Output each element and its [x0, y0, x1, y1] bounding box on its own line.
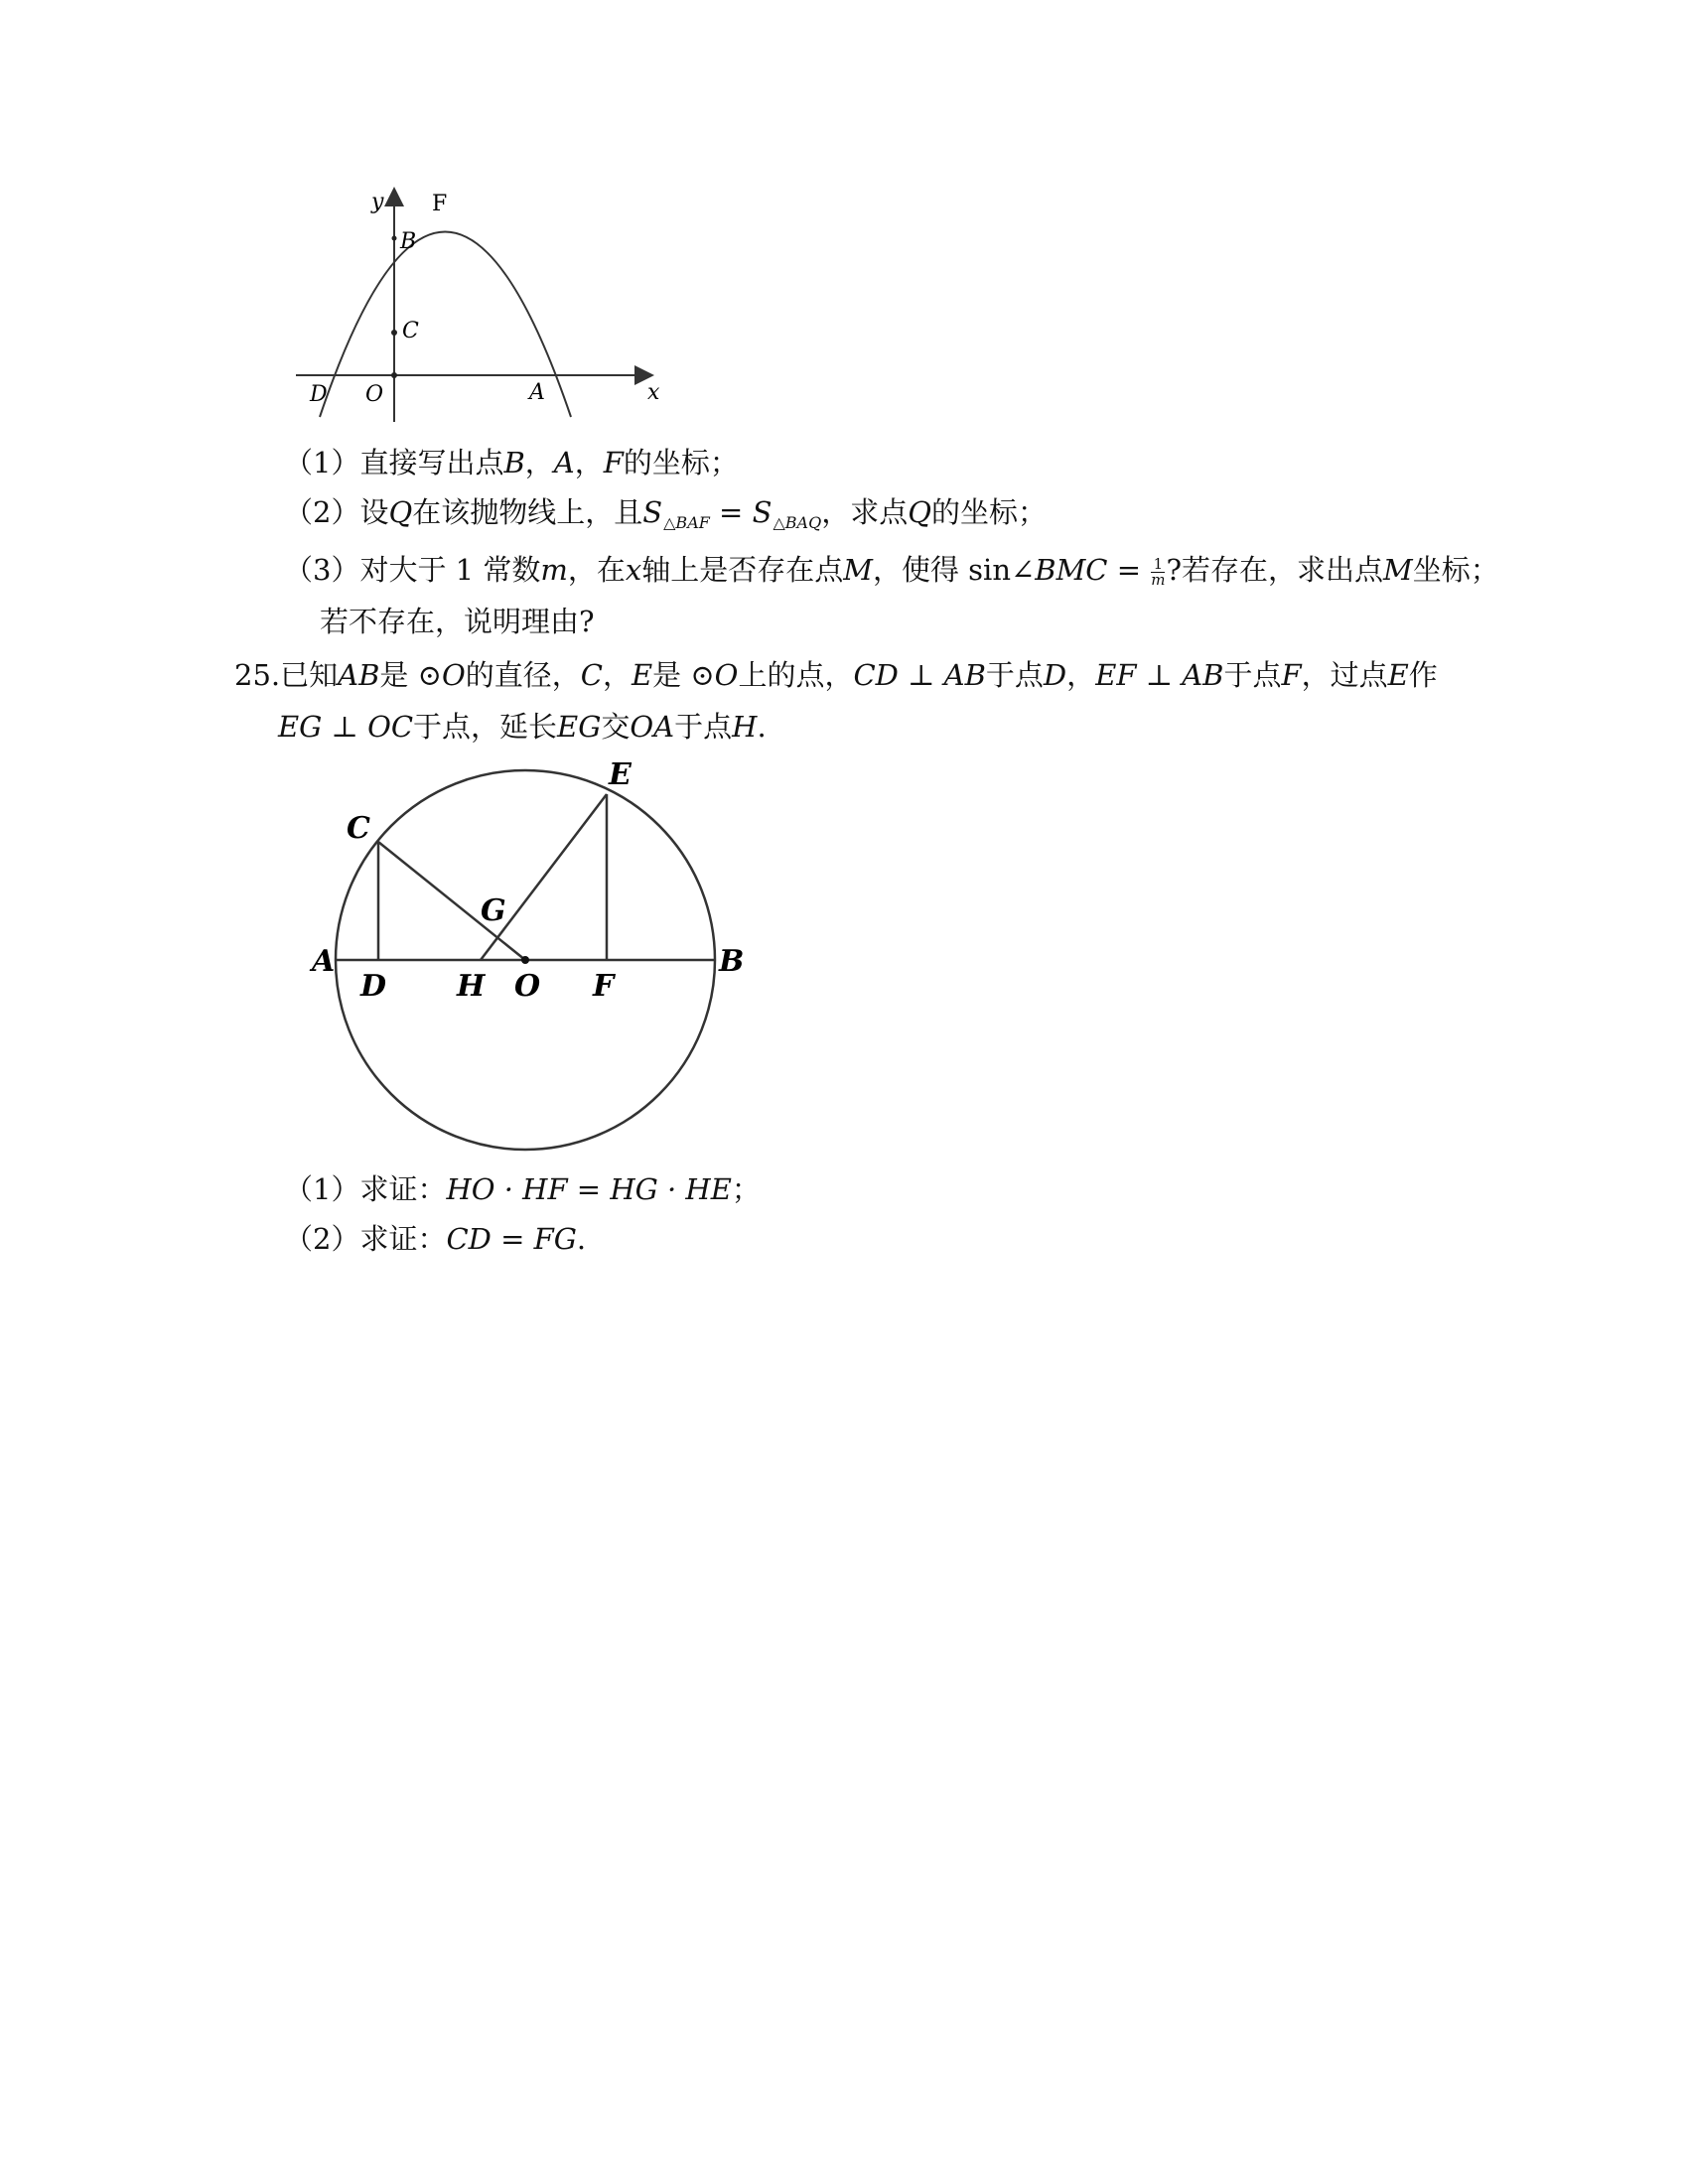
q25-line2: EG ⊥ OC于点，延长EG交OA于点H.: [278, 710, 767, 744]
point-b: [392, 236, 397, 241]
circle-figure: [298, 754, 774, 1152]
label-a: A: [529, 380, 545, 405]
label-h: H: [457, 969, 486, 1004]
label-y: y: [371, 190, 384, 214]
label-c: C: [402, 319, 419, 343]
point-c: [391, 330, 397, 336]
q25-part2: （2）求证：CD = FG.: [284, 1222, 587, 1256]
label-a: A: [312, 944, 336, 979]
point-o: [391, 372, 397, 378]
q25-line1: 25.已知AB是 ⊙O的直径，C，E是 ⊙O上的点，CD ⊥ AB于点D，EF ⊥ AB于点F，过点E作: [234, 658, 1438, 692]
point-o: [521, 956, 529, 964]
label-e: E: [609, 757, 632, 792]
label-f: F: [593, 969, 615, 1004]
label-o: O: [514, 969, 541, 1004]
label-x: x: [647, 380, 660, 405]
q24-part1: （1）直接写出点B，A，F的坐标；: [284, 446, 739, 479]
segment-eh: [481, 794, 607, 960]
q24-part3: （3）对大于 1 常数m，在x轴上是否存在点M，使得 sin∠BMC = $\frac{1}{m}$ ?若存在，求出点M坐标；: [284, 553, 1499, 589]
question-number: 25.: [234, 658, 281, 692]
label-f: F: [432, 192, 448, 216]
q24-part2: （2）设Q在该抛物线上，且$S_{\triangle BAF} = S_{\triangle BAQ}$，求点Q的坐标；: [284, 495, 1048, 532]
fraction-1-over-m: $\frac{1}{m}$: [1151, 554, 1166, 589]
label-o: O: [365, 382, 384, 407]
label-d: D: [310, 382, 328, 407]
label-d: D: [360, 969, 387, 1004]
label-c: C: [347, 811, 370, 846]
parabola-figure: [288, 179, 685, 427]
label-b: B: [400, 229, 417, 254]
label-g: G: [481, 893, 506, 928]
q25-part1: （1）求证：HO · HF = HG · HE；: [284, 1172, 761, 1206]
label-b: B: [719, 944, 745, 979]
q24-part3-continued: 若不存在，说明理由?: [320, 605, 595, 638]
